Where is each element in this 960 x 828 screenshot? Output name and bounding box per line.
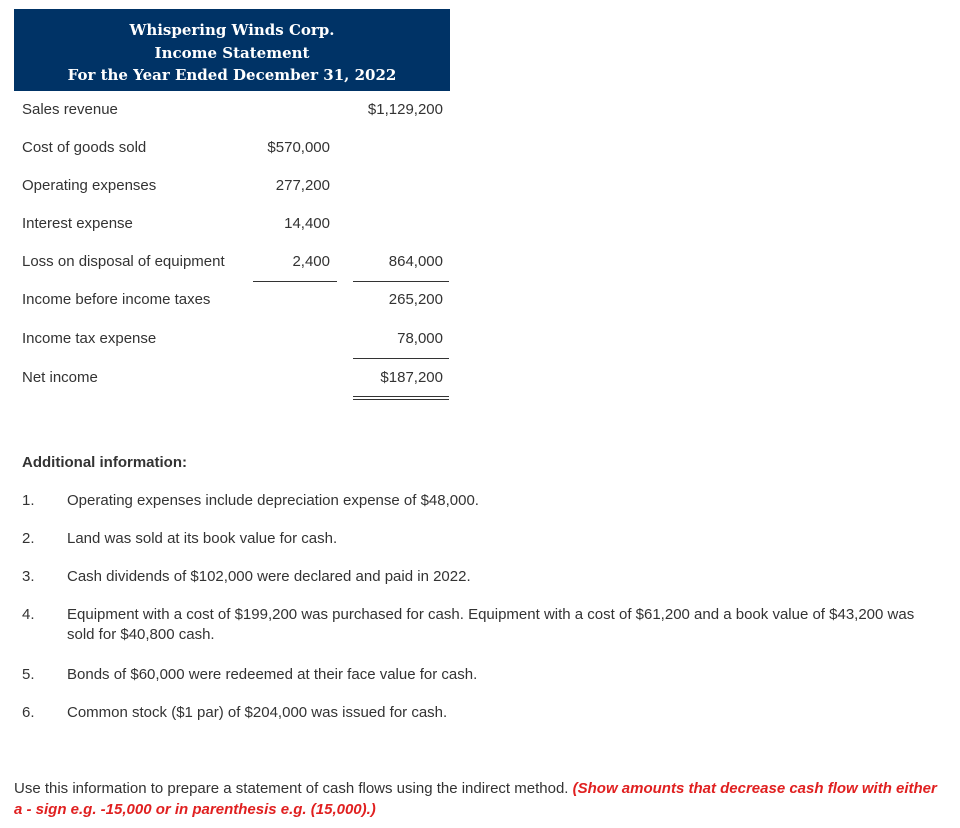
additional-info-title: Additional information:: [22, 454, 187, 471]
double-underline: [353, 399, 449, 400]
statement-period: For the Year Ended December 31, 2022: [67, 66, 397, 84]
row-label: Cost of goods sold: [22, 139, 147, 156]
row-value-total: 78,000: [397, 330, 443, 347]
row-value: $570,000: [267, 139, 330, 156]
row-value-total: $1,129,200: [367, 101, 443, 118]
instructions-text: Use this information to prepare a statement of cash flows using the indirect method.: [14, 780, 573, 797]
item-text: Land was sold at its book value for cash.: [67, 530, 338, 547]
item-text: Common stock ($1 par) of $204,000 was issued for cash.: [67, 704, 448, 721]
row-label: Interest expense: [22, 215, 133, 232]
row-label: Income tax expense: [22, 330, 157, 347]
row-value: 14,400: [284, 215, 330, 232]
subtotal-underline: [253, 281, 337, 282]
row-label: Operating expenses: [22, 177, 157, 194]
net-income-value: $187,200: [380, 369, 443, 386]
instructions: [14, 778, 949, 820]
item-number: 3.: [22, 568, 35, 585]
item-number: 6.: [22, 704, 35, 721]
company-name: Whispering Winds Corp.: [129, 21, 335, 39]
item-number: 5.: [22, 666, 35, 683]
item-number: 4.: [22, 606, 35, 623]
item-text: Operating expenses include depreciation expense of $48,000.: [67, 492, 479, 509]
row-label: Loss on disposal of equipment: [22, 253, 225, 270]
row-label: Sales revenue: [22, 101, 118, 118]
row-value-total: 864,000: [388, 253, 443, 270]
row-value: 2,400: [292, 253, 330, 270]
item-text: Equipment with a cost of $199,200 was purchased for cash. Equipment with a cost of $61,200 and a book value of $43,200 was sold for $40,800 cash.: [67, 606, 915, 643]
item-text: Cash dividends of $102,000 were declared and paid in 2022.: [67, 568, 471, 585]
subtotal-underline: [353, 358, 449, 359]
double-underline: [353, 396, 449, 397]
statement-header: [14, 9, 450, 91]
row-value: 277,200: [275, 177, 330, 194]
instructions-note: (Show amounts that decrease cash flow with either a - sign e.g. -15,000 or in parenthesis e.g. (15,000).): [14, 780, 937, 818]
row-label: Net income: [22, 369, 98, 386]
item-text: Bonds of $60,000 were redeemed at their face value for cash.: [67, 666, 478, 683]
item-number: 2.: [22, 530, 35, 547]
statement-title: Income Statement: [154, 44, 310, 62]
subtotal-underline: [353, 281, 449, 282]
item-number: 1.: [22, 492, 35, 509]
row-value-total: 265,200: [388, 291, 443, 308]
row-label: Income before income taxes: [22, 291, 211, 308]
